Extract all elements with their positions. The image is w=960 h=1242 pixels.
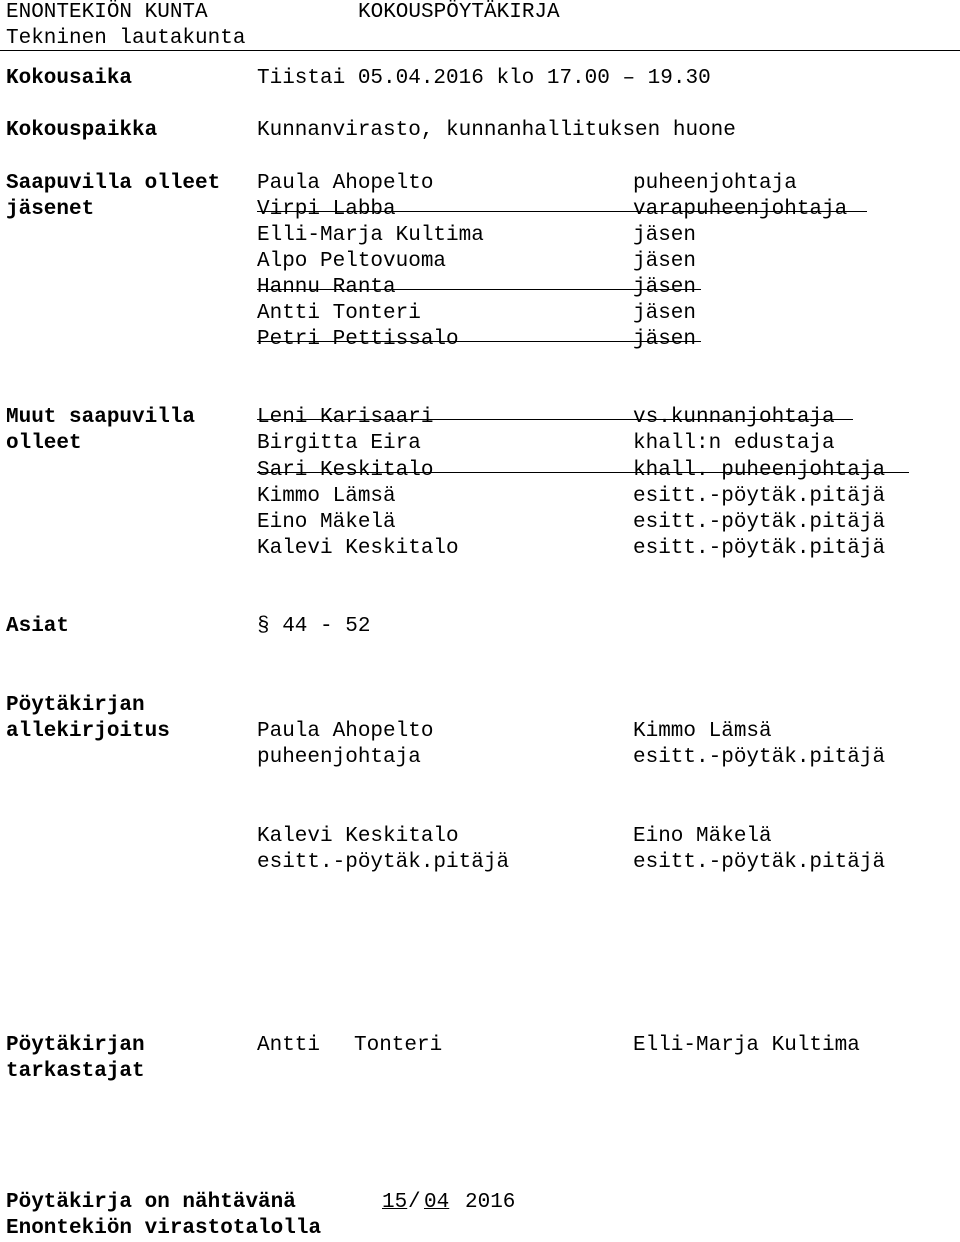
meeting-place-label: Kokouspaikka — [6, 119, 158, 142]
attendee-name-struck: Sari Keskitalo — [257, 459, 434, 482]
display-slash: / — [408, 1191, 421, 1214]
header-rule — [0, 50, 960, 51]
member-name-struck: Hannu Ranta — [257, 276, 396, 299]
signer-role: esitt.-pöytäk.pitäjä — [633, 851, 886, 874]
checkers-label-line2: tarkastajat — [6, 1060, 145, 1083]
attendee-name-struck: Leni Karisaari — [257, 406, 434, 429]
matters-label: Asiat — [6, 615, 70, 638]
attendee-name: Kalevi Keskitalo — [257, 537, 459, 560]
member-role: jäsen — [633, 302, 697, 325]
signer-name: Paula Ahopelto — [257, 720, 434, 743]
checker-first-name: Antti — [257, 1034, 321, 1057]
members-label-line1: Saapuvilla olleet — [6, 172, 221, 195]
member-name: Alpo Peltovuoma — [257, 250, 447, 273]
member-role: puheenjohtaja — [633, 172, 797, 195]
attendee-name: Kimmo Lämsä — [257, 485, 396, 508]
signer-name: Eino Mäkelä — [633, 825, 772, 848]
document-type: KOKOUSPÖYTÄKIRJA — [358, 1, 560, 24]
display-label-line2: Enontekiön virastotalolla — [6, 1217, 322, 1240]
member-role: jäsen — [633, 250, 697, 273]
attendee-role-struck: khall. puheenjohtaja — [633, 459, 886, 482]
meeting-place-value: Kunnanvirasto, kunnanhallituksen huone — [257, 119, 736, 142]
signer-name: Kalevi Keskitalo — [257, 825, 459, 848]
members-label-line2: jäsenet — [6, 198, 95, 221]
member-name-struck: Petri Pettissalo — [257, 328, 459, 351]
member-name: Paula Ahopelto — [257, 172, 434, 195]
municipality-name: ENONTEKIÖN KUNTA — [6, 1, 208, 24]
strikethrough-line — [257, 472, 909, 473]
signer-role: esitt.-pöytäk.pitäjä — [257, 851, 510, 874]
meeting-time-label: Kokousaika — [6, 67, 133, 90]
attendee-name: Birgitta Eira — [257, 432, 421, 455]
others-label-line1: Muut saapuvilla — [6, 406, 196, 429]
signer-role: esitt.-pöytäk.pitäjä — [633, 746, 886, 769]
member-name-struck: Virpi Labba — [257, 198, 396, 221]
strikethrough-line — [257, 289, 701, 290]
display-year: 2016 — [465, 1191, 516, 1214]
display-month: 04 — [424, 1191, 450, 1214]
checkers-label-line1: Pöytäkirjan — [6, 1034, 145, 1057]
signatures-label-line2: allekirjoitus — [6, 720, 170, 743]
attendee-name: Eino Mäkelä — [257, 511, 396, 534]
meeting-time-value: Tiistai 05.04.2016 klo 17.00 – 19.30 — [257, 67, 711, 90]
attendee-role: esitt.-pöytäk.pitäjä — [633, 485, 886, 508]
display-day: 15 — [382, 1191, 408, 1214]
member-role-struck: varapuheenjohtaja — [633, 198, 848, 221]
attendee-role: khall:n edustaja — [633, 432, 835, 455]
strikethrough-line — [257, 341, 701, 342]
board-name: Tekninen lautakunta — [6, 27, 246, 50]
signer-name: Kimmo Lämsä — [633, 720, 772, 743]
member-role-struck: jäsen — [633, 276, 697, 299]
attendee-role: esitt.-pöytäk.pitäjä — [633, 511, 886, 534]
checker-second: Elli-Marja Kultima — [633, 1034, 860, 1057]
member-name: Elli-Marja Kultima — [257, 224, 484, 247]
member-role: jäsen — [633, 224, 697, 247]
member-role-struck: jäsen — [633, 328, 697, 351]
strikethrough-line — [257, 419, 853, 420]
matters-value: § 44 - 52 — [257, 615, 371, 638]
checker-last-name: Tonteri — [354, 1034, 443, 1057]
display-label-line1: Pöytäkirja on nähtävänä — [6, 1191, 296, 1214]
attendee-role-struck: vs.kunnanjohtaja — [633, 406, 835, 429]
strikethrough-line — [257, 211, 867, 212]
others-label-line2: olleet — [6, 432, 82, 455]
member-name: Antti Tonteri — [257, 302, 421, 325]
signer-role: puheenjohtaja — [257, 746, 421, 769]
attendee-role: esitt.-pöytäk.pitäjä — [633, 537, 886, 560]
signatures-label-line1: Pöytäkirjan — [6, 694, 145, 717]
